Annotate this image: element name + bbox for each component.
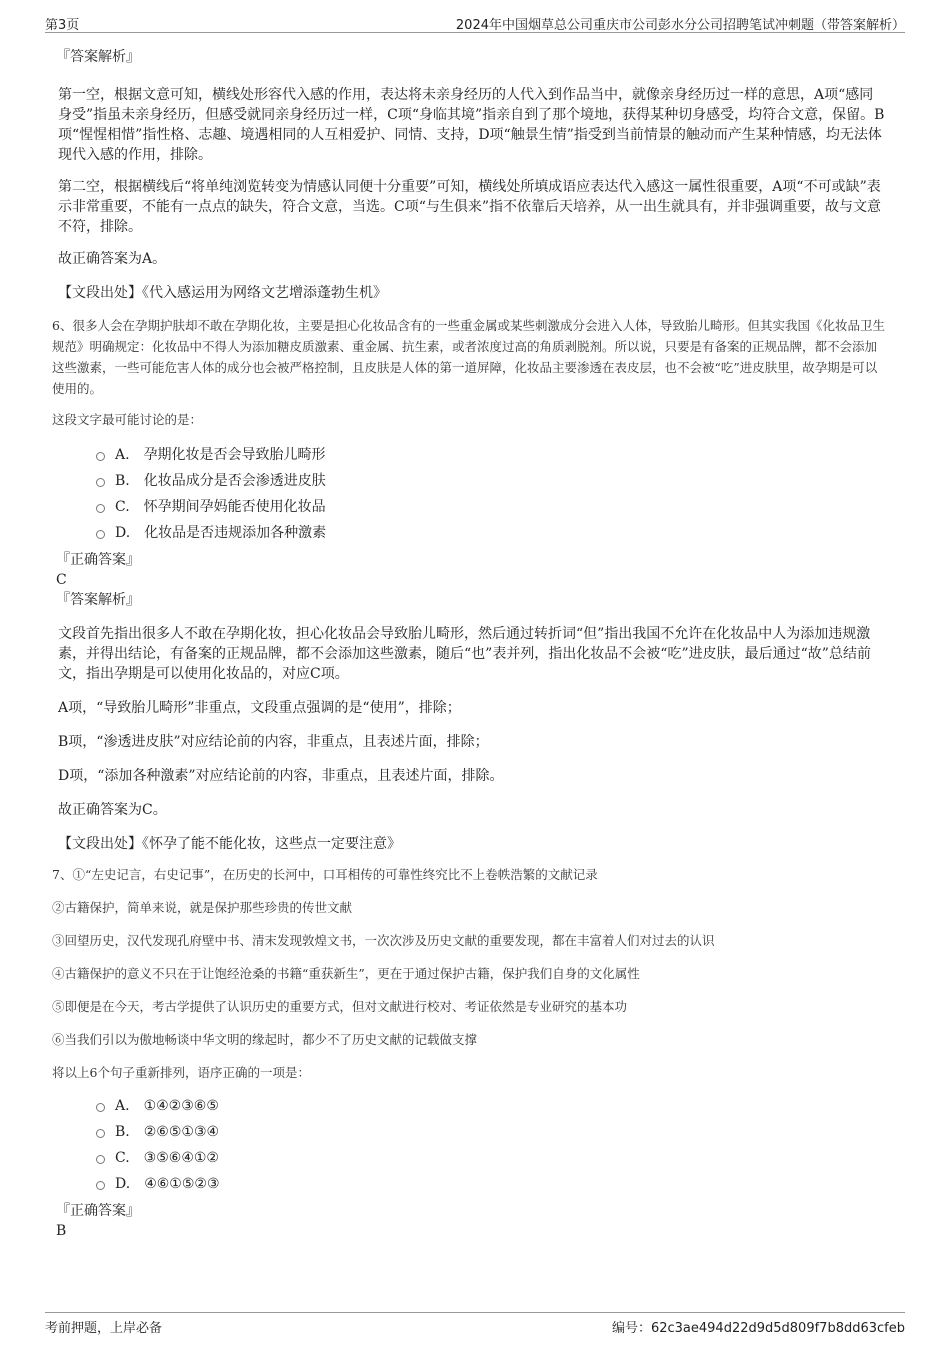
q5-conclusion: 故正确答案为A。 <box>58 251 167 267</box>
q6-answer-title: 『正确答案』 <box>56 552 140 568</box>
q6-options <box>56 442 886 546</box>
page-number: 第3页 <box>45 18 80 33</box>
q7-sentence-1: 7、①“左史记言，右史记事”，在历史的长河中，口耳相传的可靠性终究比不上卷帙浩繁的文献记录 <box>52 867 598 882</box>
q5-analysis-title: 『答案解析』 <box>56 49 140 65</box>
document-title: 2024年中国烟草总公司重庆市公司彭水分公司招聘笔试冲刺题（带答案解析） <box>455 18 905 33</box>
q7-sentence-6: ⑥当我们引以为傲地畅谈中华文明的缘起时，都少不了历史文献的记载做支撑 <box>52 1032 478 1047</box>
document-id: 编号：62c3ae494d22d9d5d809f7b8dd63cfeb <box>611 1321 905 1336</box>
q6-analysis-b: B项，“渗透进皮肤”对应结论前的内容，非重点，且表述片面，排除； <box>58 734 489 750</box>
q7-option-b[interactable]: B. ②⑥⑤①③④ <box>96 1119 886 1145</box>
q5-analysis-p2: 第二空，根据横线后“将单纯浏览转变为情感认同便十分重要”可知，横线处所填成语应表达代入感这一属性很重要，A项“不可或缺”表示非常重要，不能有一点点的缺失，符合文意，当选。C项“与生俱来”指不依靠后天培养，从一出生就具有，并非强调重要，故与文意不符，排除。 <box>58 179 882 235</box>
radio-icon[interactable] <box>96 1103 105 1112</box>
radio-icon[interactable] <box>96 1181 105 1190</box>
q7-option-d[interactable]: D. ④⑥①⑤②③ <box>96 1171 886 1197</box>
q6-option-b[interactable]: B. 化妆品成分是否会渗透进皮肤 <box>96 468 886 494</box>
q7-sentence-5: ⑤即便是在今天，考古学提供了认识历史的重要方式，但对文献进行校对、考证依然是专业研究的基本功 <box>52 999 628 1014</box>
radio-icon[interactable] <box>96 504 105 513</box>
q6-analysis-title: 『答案解析』 <box>56 592 140 608</box>
q6-question: 这段文字最可能讨论的是： <box>52 412 203 427</box>
page-header <box>45 12 905 33</box>
q6-analysis-p1: 文段首先指出很多人不敢在孕期化妆，担心化妆品会导致胎儿畸形，然后通过转折词“但”指出我国不允许在化妆品中人为添加违规激素，并得出结论，有备案的正规品牌，都不会添加这些激素，随后“也”表并列，指出化妆品不会被“吃”进皮肤，最后通过“故”总结前文，指出孕期是可以使用化妆品的，对应C项。 <box>58 626 871 682</box>
q5-source: 【文段出处】《代入感运用为网络文艺增添蓬勃生机》 <box>58 285 387 301</box>
q7-option-c[interactable]: C. ③⑤⑥④①② <box>96 1145 886 1171</box>
q7-option-a[interactable]: A. ①④②③⑥⑤ <box>96 1093 886 1119</box>
q7-answer-title: 『正确答案』 <box>56 1203 140 1219</box>
q7-sentence-2: ②古籍保护，简单来说，就是保护那些珍贵的传世文献 <box>52 900 353 915</box>
q6-analysis-a: A项，“导致胎儿畸形”非重点，文段重点强调的是“使用”，排除； <box>58 700 461 716</box>
q6-option-a[interactable]: A. 孕期化妆是否会导致胎儿畸形 <box>96 442 886 468</box>
page-content <box>52 44 886 1241</box>
q7-sentence-4: ④古籍保护的意义不只在于让饱经沧桑的书籍“重获新生”，更在于通过保护古籍，保护我们自身的文化属性 <box>52 966 640 981</box>
q6-conclusion: 故正确答案为C。 <box>58 802 167 818</box>
radio-icon[interactable] <box>96 1129 105 1138</box>
q7-answer: B <box>56 1223 67 1239</box>
radio-icon[interactable] <box>96 530 105 539</box>
q6-analysis-d: D项，“添加各种激素”对应结论前的内容，非重点，且表述片面，排除。 <box>58 768 504 784</box>
q7-question: 将以上6个句子重新排列，语序正确的一项是： <box>52 1065 310 1080</box>
q6-answer: C <box>56 572 67 588</box>
q5-analysis-p1: 第一空，根据文意可知，横线处形容代入感的作用，表达将未亲身经历的人代入到作品当中，就像亲身经历过一样的意思，A项“感同身受”指虽未亲身经历，但感受就同亲身经历过一样，C项“身临其境”指亲自到了那个境地，获得某种切身感受，均符合文意，保留。B项“惺惺相惜”指性格、志趣、境遇相同的人互相爱护、同情、支持，D项“触景生情”指受到当前情景的触动而产生某种情感，均无法体现代入感的作用，排除。 <box>58 87 885 163</box>
q7-options <box>56 1093 886 1197</box>
q6-option-d[interactable]: D. 化妆品是否违规添加各种激素 <box>96 520 886 546</box>
radio-icon[interactable] <box>96 452 105 461</box>
radio-icon[interactable] <box>96 478 105 487</box>
q6-stem: 6、很多人会在孕期护肤却不敢在孕期化妆，主要是担心化妆品含有的一些重金属或某些刺激成分会进入人体，导致胎儿畸形。但其实我国《化妆品卫生规范》明确规定：化妆品中不得人为添加糖皮质激素、重金属、抗生素，或者浓度过高的角质剥脱剂。所以说，只要是有备案的正规品牌，都不会添加这些激素，一些可能危害人体的成分也会被严格控制，且皮肤是人体的第一道屏障，化妆品主要渗透在表皮层，也不会被“吃”进皮肤里，故孕期是可以使用的。 <box>52 318 885 396</box>
radio-icon[interactable] <box>96 1155 105 1164</box>
footer-slogan: 考前押题，上岸必备 <box>45 1321 163 1336</box>
page-footer <box>45 1312 905 1335</box>
q6-option-c[interactable]: C. 怀孕期间孕妈能否使用化妆品 <box>96 494 886 520</box>
q7-sentence-3: ③回望历史，汉代发现孔府壁中书、清末发现敦煌文书，一次次涉及历史文献的重要发现，都在丰富着人们对过去的认识 <box>52 933 715 948</box>
q6-source: 【文段出处】《怀孕了能不能化妆，这些点一定要注意》 <box>58 836 401 852</box>
